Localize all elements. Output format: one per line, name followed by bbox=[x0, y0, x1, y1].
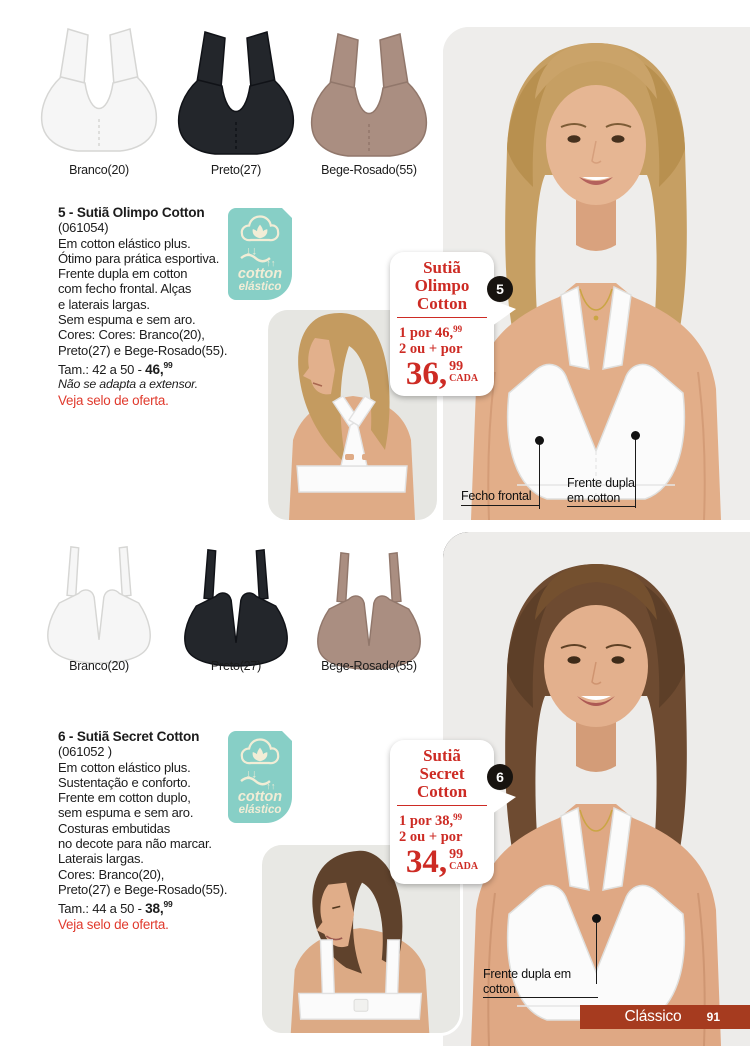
bubble-qty2: 2 ou + por bbox=[399, 341, 463, 357]
swatch-label: Branco(20) bbox=[69, 659, 129, 673]
swatch-label: Preto(27) bbox=[210, 659, 262, 673]
description-line: Sustentação e conforto. bbox=[58, 774, 191, 790]
description-line: Costuras embutidas bbox=[58, 820, 171, 836]
bubble-divider bbox=[397, 317, 487, 318]
bubble-product-name: Sutiã bbox=[423, 258, 461, 277]
page-number: 91 bbox=[706, 1010, 720, 1024]
callout-frente-dupla bbox=[567, 476, 636, 507]
product-note: Não se adapta a extensor. bbox=[58, 377, 198, 392]
swatch-label: Branco(20) bbox=[69, 163, 129, 177]
product-5-bra-branco-image bbox=[34, 22, 164, 156]
price-integer: 38, bbox=[145, 901, 164, 917]
description-line: no decote para não marcar. bbox=[58, 836, 212, 852]
description-line: e laterais largas. bbox=[58, 296, 150, 312]
price-cents: 99 bbox=[163, 359, 173, 370]
product-6-bra-branco-image bbox=[34, 543, 164, 665]
product-6-price-bubble bbox=[390, 740, 494, 884]
description-line: Em cotton elástico plus. bbox=[58, 759, 191, 775]
big-price-integer: 34, bbox=[405, 844, 448, 880]
callout-line: Frente dupla bbox=[567, 476, 635, 490]
leader-line bbox=[596, 918, 597, 984]
product-6-bra-bege-image bbox=[304, 549, 434, 671]
bra-illustration bbox=[304, 28, 434, 160]
bubble-qty1 bbox=[396, 809, 488, 829]
up-arrows-icon: ↑↑ bbox=[266, 781, 276, 791]
bubble-big-price bbox=[396, 356, 488, 392]
down-arrows-icon: ↓↓ bbox=[245, 767, 258, 781]
description-line: Preto(27) e Bege-Rosado(55). bbox=[58, 881, 228, 897]
down-arrows-icon: ↓↓ bbox=[245, 244, 258, 258]
bubble-product-name: Olimpo bbox=[414, 276, 470, 295]
description-line: Sem espuma e sem aro. bbox=[58, 312, 196, 328]
qty1-cents: 99 bbox=[453, 324, 463, 334]
bubble-product-name: Cotton bbox=[416, 294, 468, 313]
up-arrows-icon: ↑↑ bbox=[266, 258, 276, 268]
callout-line: em cotton bbox=[567, 490, 621, 505]
cotton-elastic-icon bbox=[236, 212, 284, 268]
big-price-cents: 99 bbox=[449, 847, 464, 862]
product-5-price-bubble bbox=[390, 252, 494, 396]
qty1-text: 1 por 46, bbox=[399, 325, 454, 341]
product-6-bra-preto-image bbox=[171, 546, 301, 668]
description-line: com fecho frontal. Alças bbox=[58, 281, 192, 297]
badge-word-elastico: elástico bbox=[238, 281, 282, 293]
bubble-product-name: Sutiã bbox=[423, 746, 461, 765]
callout-frente-dupla: Frente dupla em cotton bbox=[483, 967, 598, 998]
big-price-each: CADA bbox=[449, 861, 479, 872]
product-code: (061054) bbox=[58, 220, 109, 236]
size-range: Tam.: 42 a 50 - bbox=[58, 361, 146, 377]
callout-fecho-frontal: Fecho frontal bbox=[461, 489, 540, 506]
description-line: Laterais largas. bbox=[58, 851, 144, 867]
leader-dot-icon bbox=[535, 436, 544, 445]
leader-dot-icon bbox=[631, 431, 640, 440]
qty1-cents: 99 bbox=[453, 812, 463, 822]
product-5-bra-bege-image bbox=[304, 28, 434, 160]
category-label: Clássico bbox=[624, 1008, 682, 1025]
bubble-pointer bbox=[492, 300, 516, 326]
size-price-line bbox=[58, 897, 273, 916]
leader-line bbox=[635, 435, 636, 508]
product-5-bra-preto-image bbox=[171, 25, 301, 159]
description-line: sem espuma e sem aro. bbox=[58, 805, 194, 821]
description-line: Ótimo para prática esportiva. bbox=[58, 250, 220, 266]
size-range: Tam.: 44 a 50 - bbox=[58, 901, 146, 917]
bubble-divider bbox=[397, 805, 487, 806]
description-line: Preto(27) e Bege-Rosado(55). bbox=[58, 342, 228, 358]
product-title: 6 - Sutiã Secret Cotton bbox=[58, 729, 200, 744]
cotton-elastico-badge bbox=[228, 731, 292, 823]
bubble-product-name: Secret bbox=[419, 764, 465, 783]
leader-line bbox=[539, 440, 540, 509]
product-5-number-badge: 5 bbox=[487, 276, 513, 302]
offer-note: Veja selo de oferta. bbox=[58, 392, 169, 408]
cotton-elastico-badge bbox=[228, 208, 292, 300]
bubble-product-name: Cotton bbox=[416, 782, 468, 801]
bra-illustration bbox=[34, 543, 164, 665]
bubble-big-price bbox=[396, 844, 488, 880]
leader-dot-icon bbox=[592, 914, 601, 923]
big-price-integer: 36, bbox=[405, 356, 448, 392]
swatch-label: Preto(27) bbox=[210, 163, 262, 177]
description-line: Em cotton elástico plus. bbox=[58, 235, 191, 251]
description-line: Cores: Cores: Branco(20), bbox=[58, 327, 205, 343]
bra-illustration bbox=[34, 22, 164, 156]
product-6-number-badge: 6 bbox=[487, 764, 513, 790]
bra-illustration bbox=[304, 549, 434, 671]
description-line: Cores: Branco(20), bbox=[58, 866, 165, 882]
bubble-pointer bbox=[492, 788, 516, 814]
cotton-elastic-icon bbox=[236, 735, 284, 791]
offer-note: Veja selo de oferta. bbox=[58, 916, 169, 932]
bubble-qty2: 2 ou + por bbox=[399, 829, 463, 845]
bra-illustration bbox=[171, 546, 301, 668]
big-price-each: CADA bbox=[449, 373, 479, 384]
swatch-label: Bege-Rosado(55) bbox=[321, 659, 417, 673]
size-price-line bbox=[58, 358, 273, 377]
big-price-cents: 99 bbox=[449, 359, 464, 374]
price-cents: 99 bbox=[163, 899, 173, 910]
category-banner bbox=[580, 1005, 750, 1029]
qty1-text: 1 por 38, bbox=[399, 813, 454, 829]
badge-word-cotton: cotton bbox=[237, 789, 283, 805]
bubble-qty1 bbox=[396, 321, 488, 341]
badge-word-cotton: cotton bbox=[237, 266, 283, 282]
product-code: (061052 ) bbox=[58, 744, 112, 760]
bra-illustration bbox=[171, 25, 301, 159]
product-title: 5 - Sutiã Olimpo Cotton bbox=[58, 205, 205, 220]
swatch-label: Bege-Rosado(55) bbox=[321, 163, 417, 177]
price-integer: 46, bbox=[145, 361, 164, 377]
description-line: Frente dupla em cotton bbox=[58, 266, 188, 282]
badge-word-elastico: elástico bbox=[238, 804, 282, 816]
description-line: Frente em cotton duplo, bbox=[58, 790, 191, 806]
